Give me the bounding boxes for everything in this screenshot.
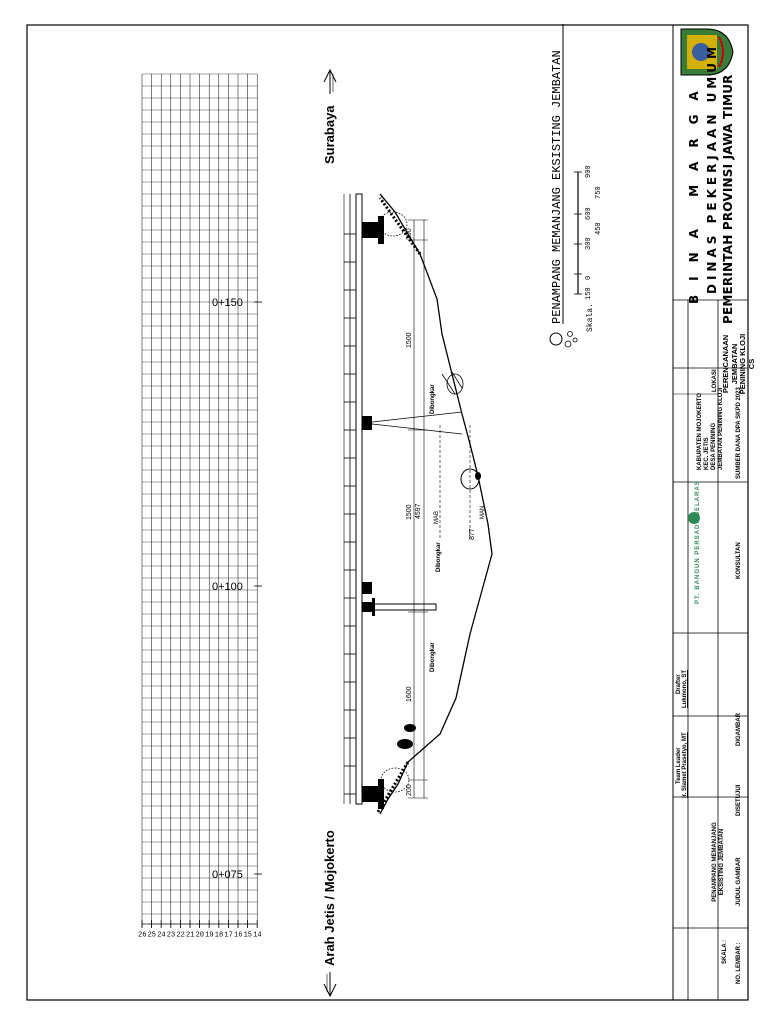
water-levels (440, 424, 470, 538)
judul-value: PENAMPANG MEMANJANG EKSISTING JEMBATAN (712, 822, 725, 902)
dim-span-label: 1500 (406, 332, 413, 348)
dim-total: 4597 (415, 503, 422, 519)
elevation-tick-label: 19 (205, 931, 214, 940)
lokasi-label: LOKASI (712, 369, 718, 392)
dim-span-label: 200 (406, 784, 413, 796)
pier-left-dibongkar (362, 598, 436, 616)
elevation-ruler (138, 920, 262, 940)
agency-line-2: DINAS PEKERJAAN UMUM (705, 43, 719, 294)
label-man: MAN (480, 505, 486, 519)
label-mab: MAB (434, 510, 440, 524)
direction-left-label: Arah Jetis / Mojokerto (322, 830, 337, 966)
scale-subtick-label: 450 (595, 222, 603, 235)
elevation-tick-label: 26 (138, 931, 147, 940)
disetujui-name: Ir. Slamet Prasetyo, MT (682, 732, 688, 798)
lokasi-line-1: JEMBATAN PENINING KLOJI (718, 387, 724, 470)
digambar-label: DIGAMBAR (736, 713, 742, 746)
caption-bubbles-icon (550, 332, 577, 348)
bridge-deck (344, 194, 362, 804)
elevation-tick-label: 22 (176, 931, 185, 940)
agency-line-3: BINA MARGA (687, 77, 701, 304)
scale-tick-label: 900 (585, 165, 593, 178)
digambar-role: Drafter (676, 674, 682, 694)
abutment-left (362, 779, 384, 809)
railing-posts (344, 234, 356, 794)
judul-label: JUDUL GAMBAR (736, 857, 742, 906)
elevation-grid (142, 74, 257, 928)
scale-tick-label: 600 (585, 207, 593, 220)
station-marks (212, 297, 262, 881)
scale-tick-label: 300 (585, 237, 593, 250)
direction-right-label: Surabaya (322, 105, 337, 164)
elevation-tick-label: 16 (234, 931, 243, 940)
label-dibongkar-2: Dibongkar (436, 542, 442, 572)
direction-arrow-right (324, 70, 336, 94)
konsultan-label: KONSULTAN (736, 542, 742, 579)
elevation-tick-label: 25 (147, 931, 157, 940)
dim-water-depth: 877 (469, 528, 476, 540)
skala-label: SKALA : (722, 939, 728, 964)
dim-span-label: 200 (406, 228, 413, 240)
station-label: 0+100 (212, 581, 243, 593)
elevation-tick-label: 21 (186, 931, 195, 940)
lokasi-line-2: DESA PENINING (711, 422, 717, 470)
elevation-tick-label: 24 (157, 931, 166, 940)
scale-tick-label: 150 (585, 287, 593, 300)
vegetation-mid (442, 372, 481, 489)
dim-span-label: 1500 (406, 504, 413, 520)
pier-right-dibongkar (362, 412, 462, 434)
station-label: 0+075 (212, 869, 243, 881)
disetujui-label: DISETUJUI (736, 784, 742, 816)
elevation-tick-label: 20 (195, 931, 205, 940)
elevation-tick-label: 17 (224, 931, 233, 940)
elevation-tick-label: 15 (243, 931, 253, 940)
disetujui-role: Team Leader (676, 747, 682, 784)
pier-center (362, 582, 372, 594)
dim-span-label: 1600 (406, 686, 413, 702)
no-lembar-label: NO. LEMBAR : (736, 942, 742, 984)
scale-tick-label: 0 (585, 275, 593, 280)
label-dibongkar-1: Dibongkar (430, 642, 436, 672)
scale-subtick-label: 750 (595, 186, 603, 199)
project-label: PERENCANAAN JEMBATAN PENINING KLOJI CS (721, 333, 756, 395)
station-label: 0+150 (212, 297, 243, 309)
scale-label: Skala. (586, 303, 595, 332)
funding-source: SUMBER DANA DPA SKPD 2023 (736, 387, 742, 479)
elevation-tick-label: 23 (166, 931, 176, 940)
elevation-tick-label: 18 (214, 931, 224, 940)
river-bed-profile (378, 194, 492, 814)
label-dibongkar-3: Dibongkar (430, 384, 436, 414)
consultant-company: PT. BANGUN PERSADA SELARAS (695, 480, 701, 604)
scale-bar (574, 165, 603, 300)
lokasi-line-3: KEC. JETIS (704, 437, 710, 470)
agency-line-1: PEMERINTAH PROVINSI JAWA TIMUR (721, 74, 735, 324)
lokasi-line-4: KABUPATEN MOJOKERTO (697, 392, 703, 470)
digambar-name: Lukmono, ST (682, 670, 688, 708)
elevation-tick-label: 14 (253, 931, 262, 940)
direction-arrow-left (324, 972, 336, 996)
caption-title: PENAMPANG MEMANJANG EKSISTING JEMBATAN (550, 50, 564, 324)
